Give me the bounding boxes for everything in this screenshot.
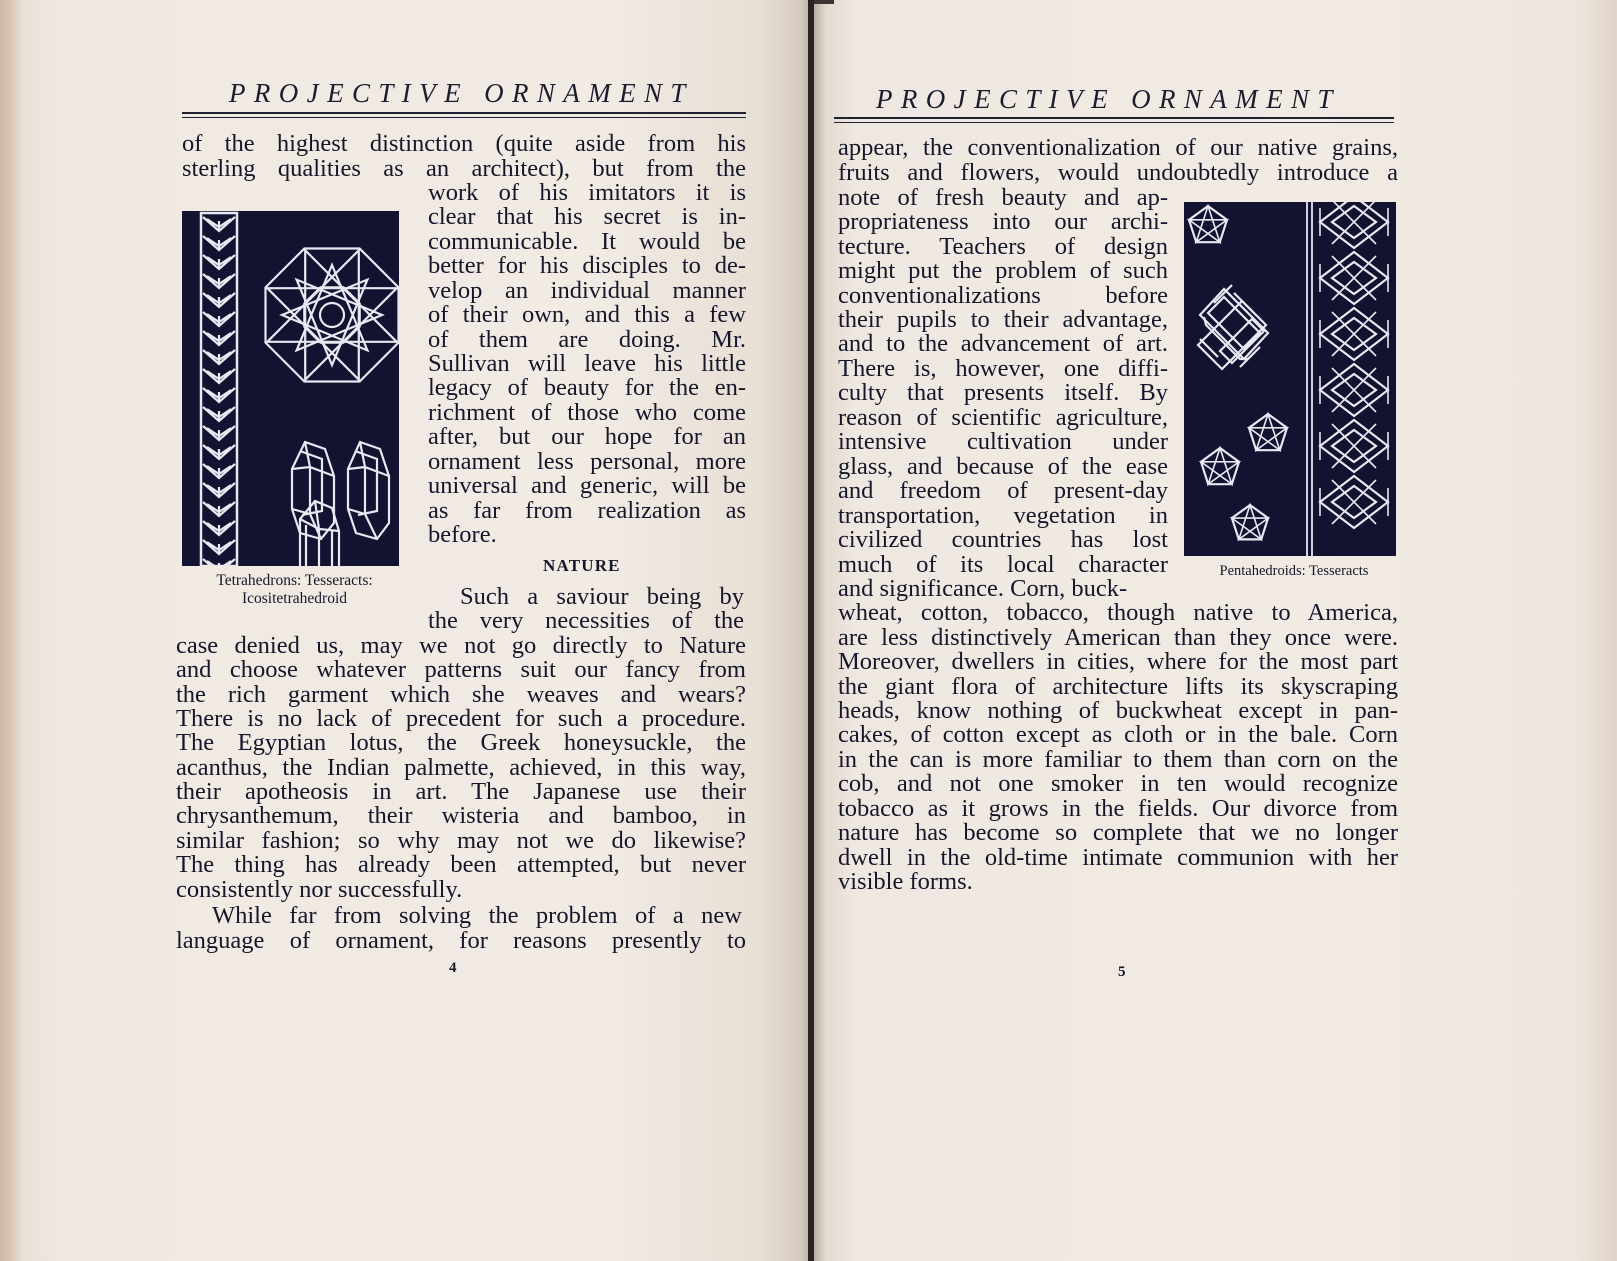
tesseract-icon [1320,476,1388,528]
text-line: nature has become so complete that we no longer [838,820,1398,845]
section-heading: NATURE [543,556,621,575]
text-line: of the highest distinction (quite aside from his [182,131,746,156]
text-line: glass, and because of the ease [838,454,1168,479]
text-line: Sullivan will leave his little [428,351,746,376]
header-rule-right [834,117,1394,119]
text-line: cakes, of cotton except as cloth or in the bale. Corn [838,722,1398,747]
gutter-shadow [814,0,834,4]
crystal-prism-ornament [292,442,389,566]
caption-line-2: Icositetrahedroid [241,590,347,607]
octagon-star-ornament [266,249,399,382]
text-line: legacy of beauty for the en- [428,375,746,400]
text-line: language of ornament, for reasons presently to [176,928,746,953]
tesseract-icon [1320,364,1388,416]
text-line: after, but our hope for an [428,424,746,449]
page-number-right: 5 [1118,964,1126,980]
running-head-right: PROJECTIVE ORNAMENT [876,84,1341,114]
text-line: better for his disciples to de- [428,253,746,278]
text-line: as far from realization as [428,498,746,523]
figure-tetrahedrons-tesseracts [182,211,399,566]
tesseract-icon [1320,420,1388,472]
header-rule-right-thin [834,122,1394,123]
text-line: chrysanthemum, their wisteria and bamboo, in [176,803,746,828]
page-number-left: 4 [449,960,457,976]
text-line: dwell in the old-time intimate communion with her [838,845,1398,870]
text-line: heads, know nothing of buckwheat except in pan- [838,698,1398,723]
text-line: visible forms. [838,869,973,894]
text-line: Moreover, dwellers in cities, where for the most part [838,649,1398,674]
figure-pentahedroids-tesseracts [1184,202,1396,556]
text-line: much of its local character [838,552,1168,577]
text-line: reason of scientific agriculture, [838,405,1168,430]
text-line: work of his imitators it is [428,180,746,205]
pentagon-icon [1189,206,1227,242]
figure-caption-left [182,572,407,608]
text-line: propriateness into our archi- [838,209,1168,234]
header-rule-left-thin [182,117,746,118]
text-line: intensive cultivation under [838,429,1168,454]
text-line: the giant flora of architecture lifts its skyscraping [838,674,1398,699]
chevron-band-ornament [201,213,237,566]
text-line: richment of those who come [428,400,746,425]
tesseract-cross-ornament [1198,285,1268,369]
pentagon-icon [1232,505,1268,539]
figure-caption-right: Pentahedroids: Tesseracts [1219,563,1369,579]
text-line: sterling qualities as an architect), but from the [182,156,746,181]
text-line: tecture. Teachers of design [838,234,1168,259]
running-head-left: PROJECTIVE ORNAMENT [229,78,694,108]
text-line: similar fashion; so why may not we do likewise? [176,828,746,853]
text-line: of them are doing. Mr. [428,327,746,352]
text-line: note of fresh beauty and ap- [838,185,1168,210]
text-line: and freedom of present-day [838,478,1168,503]
tesseract-icon [1320,308,1388,360]
text-line: acanthus, the Indian palmette, achieved, in this way, [176,755,746,780]
text-line: communicable. It would be [428,229,746,254]
text-line: wheat, cotton, tobacco, though native to America, [838,600,1398,625]
text-line: While far from solving the problem of a new [212,903,742,928]
text-line: fruits and flowers, would undoubtedly introduce a [838,160,1398,185]
text-line: their pupils to their advantage, [838,307,1168,332]
text-line: case denied us, may we not go directly to Nature [176,633,746,658]
text-line: their apotheosis in art. The Japanese use their [176,779,746,804]
text-line: There is, however, one diffi- [838,356,1168,381]
tesseract-band-ornament [1320,202,1388,528]
text-line: conventionalizations before [838,283,1168,308]
tesseract-icon [1320,252,1388,304]
header-rule-left [182,112,746,114]
text-line: in the can is more familiar to them than corn on the [838,747,1398,772]
text-line: There is no lack of precedent for such a procedure. [176,706,746,731]
text-line: tobacco as it grows in the fields. Our divorce from [838,796,1398,821]
text-line: cob, and not one smoker in ten would recognize [838,771,1398,796]
text-line: The thing has already been attempted, but never [176,852,746,877]
text-line: are less distinctively American than they once were. [838,625,1398,650]
pentagon-icon [1201,448,1239,484]
text-line: appear, the conventionalization of our native grains, [838,135,1398,160]
text-line: universal and generic, will be [428,473,746,498]
text-line: the very necessities of the [428,608,744,633]
text-line: and choose whatever patterns suit our fancy from [176,657,746,682]
text-line: and significance. Corn, buck- [838,576,1128,601]
book-gutter [808,0,814,1261]
text-line: velop an individual manner [428,278,746,303]
text-line: Such a saviour being by [460,584,744,609]
pentagon-icon [1249,414,1287,450]
text-line: culty that presents itself. By [838,380,1168,405]
text-line: transportation, vegetation in [838,503,1168,528]
pentagon-star-ornament [1189,206,1287,539]
text-line: might put the problem of such [838,258,1168,283]
text-line: civilized countries has lost [838,527,1168,552]
text-line: clear that his secret is in- [428,204,746,229]
text-line: ornament less personal, more [428,449,746,474]
text-line: consistently nor successfully. [176,877,463,902]
tesseract-icon [1320,202,1388,248]
text-line: of their own, and this a few [428,302,746,327]
caption-line-1: Tetrahedrons: Tesseracts: [216,572,373,589]
text-line: before. [428,522,497,547]
text-line: and to the advancement of art. [838,331,1168,356]
text-line: The Egyptian lotus, the Greek honeysuckle, the [176,730,746,755]
text-line: the rich garment which she weaves and wears? [176,682,746,707]
